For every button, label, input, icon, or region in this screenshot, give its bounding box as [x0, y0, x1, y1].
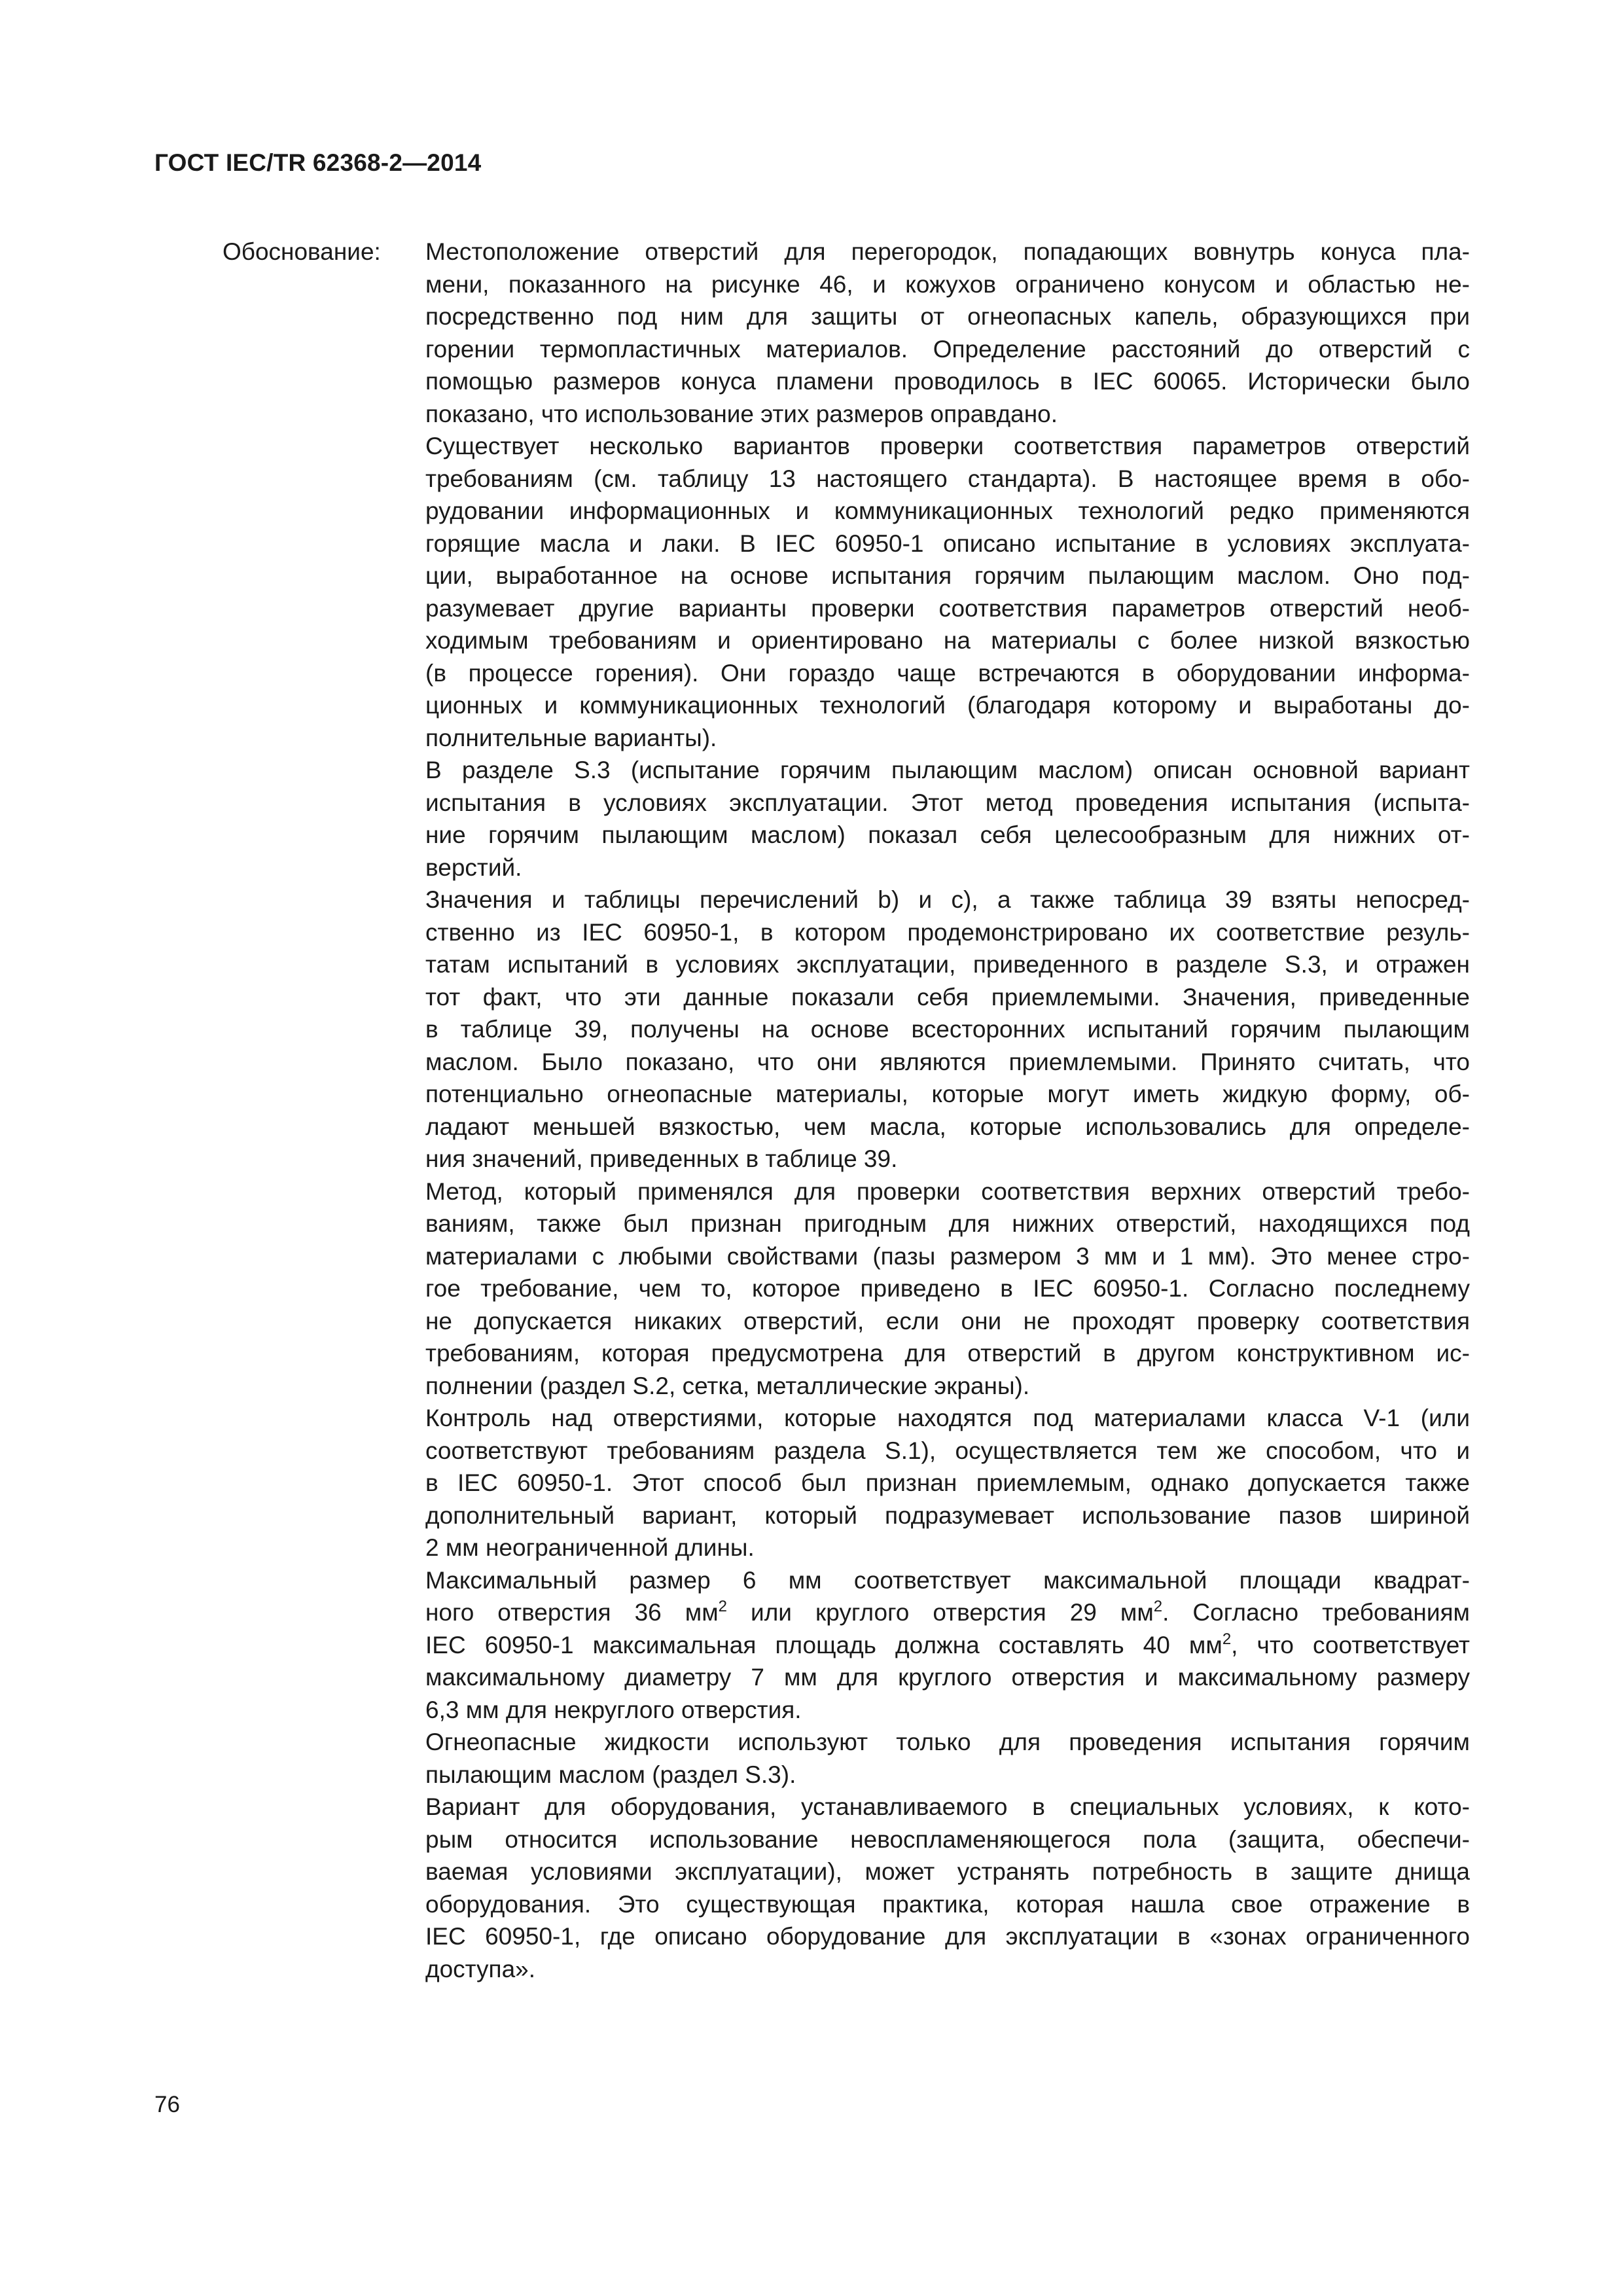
text-line: в IEC 60950-1. Этот способ был признан приемлемым, однако допускается также [425, 1469, 1470, 1496]
text-line: рым относится использование невоспламеняющегося пола (защита, обеспечи- [425, 1825, 1470, 1853]
text-line: материалами с любыми свойствами (пазы размером 3 мм и 1 мм). Это менее стро- [425, 1242, 1470, 1270]
text-line: пылающим маслом (раздел S.3). [425, 1761, 796, 1788]
text-line: (в процессе горения). Они гораздо чаще встречаются в оборудовании информа- [425, 659, 1470, 687]
text-line: тот факт, что эти данные показали себя приемлемыми. Значения, приведенные [425, 983, 1470, 1011]
text-line: помощью размеров конуса пламени проводилось в IEC 60065. Исторически было [425, 368, 1470, 395]
text-line: ладают меньшей вязкостью, чем масла, которые использовались для определе- [425, 1113, 1470, 1140]
paragraph [425, 1175, 1470, 1403]
text-line: потенциально огнеопасные материалы, которые могут иметь жидкую форму, об- [425, 1081, 1470, 1107]
text-line: в таблице 39, получены на основе всесторонних испытаний горячим пылающим [425, 1016, 1470, 1043]
text-line: IEC 60950-1 максимальная площадь должна составлять 40 $мм^2$, что соответствует [425, 1630, 1471, 1659]
text-line: Местоположение отверстий для перегородок, попадающих вовнутрь конуса пла- [425, 238, 1470, 265]
text-line: ния значений, приведенных в таблице 39. [425, 1145, 898, 1172]
text-line: рудовании информационных и коммуникационных технологий редко применяются [425, 497, 1470, 524]
rationale-label: Обоснование: [223, 238, 381, 265]
text-line: оборудования. Это существующая практика, которая нашла свое отражение в [425, 1890, 1470, 1918]
text-line: ционных и коммуникационных технологий (благодаря которому и выработаны до- [425, 692, 1470, 719]
text-line: Значения и таблицы перечислений b) и с), а также таблица 39 взяты непосред- [425, 886, 1470, 913]
text-line: Метод, который применялся для проверки соответствия верхних отверстий требо- [425, 1177, 1470, 1205]
paragraph [425, 1791, 1470, 1985]
text-line: испытания в условиях эксплуатации. Этот метод проведения испытания (испыта- [425, 789, 1470, 816]
paragraph [425, 236, 1470, 430]
text-line: Максимальный размер 6 мм соответствует максимальной площади квадрат- [425, 1566, 1470, 1594]
text-line: ственно из IEC 60950-1, в котором продемонстрировано их соответствие резуль- [425, 918, 1470, 946]
text-line: ние горячим пылающим маслом) показал себя целесообразным для нижних от- [425, 821, 1470, 848]
paragraph [425, 1402, 1470, 1564]
text-line: ного отверстия 36 $мм^2$ или круглого отверстия 29 $мм^2$. Согласно требованиям [425, 1598, 1470, 1626]
text-line: Вариант для оборудования, устанавливаемого в специальных условиях, к кото- [425, 1793, 1470, 1820]
paragraph [425, 430, 1470, 754]
text-line: максимальному диаметру 7 мм для круглого отверстия и максимальному размеру [425, 1664, 1470, 1691]
text-line: IEC 60950-1, где описано оборудование для эксплуатации в «зонах ограниченного [425, 1923, 1470, 1950]
text-line: показано, что использование этих размеров оправдано. [425, 400, 1058, 427]
text-line: посредственно под ним для защиты от огнеопасных капель, образующихся при [425, 303, 1470, 330]
text-line: ваниям, также был признан пригодным для нижних отверстий, находящихся под [425, 1210, 1470, 1237]
text-line: не допускается никаких отверстий, если они не проходят проверку соответствия [425, 1307, 1470, 1335]
paragraph [425, 754, 1470, 884]
paragraph [425, 1726, 1470, 1791]
text-line: татам испытаний в условиях эксплуатации, приведенного в разделе S.3, и отражен [425, 951, 1470, 978]
text-line: маслом. Было показано, что они являются приемлемыми. Принято считать, что [425, 1048, 1470, 1075]
text-line: горящие масла и лаки. В IEC 60950-1 описано испытание в условиях эксплуата- [425, 529, 1470, 557]
paragraph [425, 884, 1470, 1175]
text-line: разумевает другие варианты проверки соответствия параметров отверстий необ- [425, 594, 1470, 622]
text-line: ции, выработанное на основе испытания горячим пылающим маслом. Оно под- [425, 562, 1470, 589]
text-line: полнении (раздел S.2, сетка, металлические экраны). [425, 1372, 1030, 1399]
text-line: Огнеопасные жидкости используют только для проведения испытания горячим [425, 1729, 1470, 1755]
document-header: ГОСТ IEC/TR 62368-2—2014 [154, 149, 482, 176]
paragraph [425, 1564, 1470, 1727]
text-line: ходимым требованиям и ориентировано на материалы с более низкой вязкостью [425, 627, 1470, 654]
text-line: полнительные варианты). [425, 724, 717, 751]
page-number: 76 [154, 2092, 180, 2117]
text-line: соответствуют требованиям раздела S.1), осуществляется тем же способом, что и [425, 1437, 1470, 1464]
rationale-body [425, 236, 1470, 1985]
text-line: доступа». [425, 1955, 535, 1982]
text-line: дополнительный вариант, который подразумевает использование пазов шириной [425, 1501, 1470, 1529]
text-line: Существует несколько вариантов проверки соответствия параметров отверстий [425, 433, 1470, 459]
text-line: горении термопластичных материалов. Определение расстояний до отверстий с [425, 335, 1470, 363]
text-line: требованиям, которая предусмотрена для отверстий в другом конструктивном ис- [425, 1340, 1470, 1367]
text-line: 2 мм неограниченной длины. [425, 1534, 755, 1561]
text-line: мени, показанного на рисунке 46, и кожухов ограничено конусом и областью не- [425, 270, 1470, 298]
text-line: 6,3 мм для некруглого отверстия. [425, 1696, 802, 1723]
text-line: гое требование, чем то, которое приведено в IEC 60950-1. Согласно последнему [425, 1275, 1470, 1302]
text-line: Контроль над отверстиями, которые находятся под материалами класса V-1 (или [425, 1405, 1470, 1431]
text-line: верстий. [425, 853, 522, 881]
text-line: ваемая условиями эксплуатации), может устранять потребность в защите днища [425, 1858, 1470, 1885]
text-line: В разделе S.3 (испытание горячим пылающим маслом) описан основной вариант [425, 757, 1470, 783]
text-line: требованиям (см. таблицу 13 настоящего стандарта). В настоящее время в обо- [425, 465, 1470, 492]
